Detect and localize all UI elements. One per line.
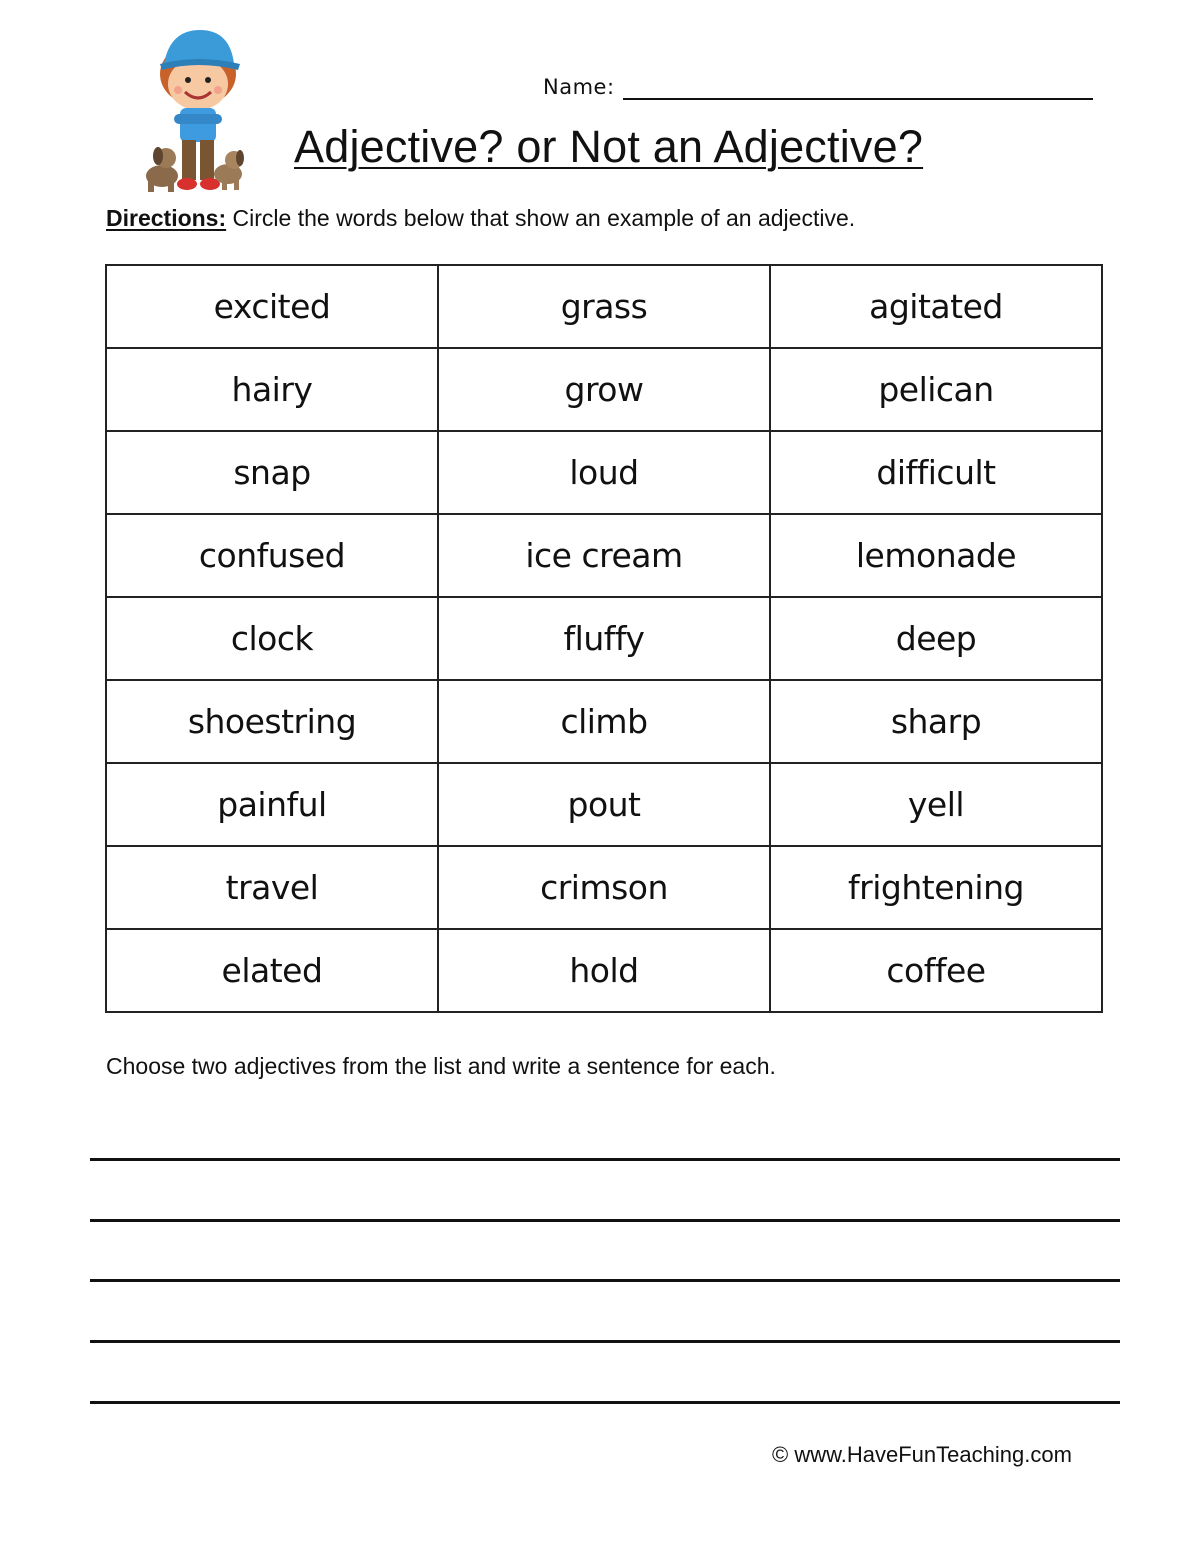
word-cell[interactable]: snap	[106, 431, 438, 514]
word-cell[interactable]: excited	[106, 265, 438, 348]
word-cell[interactable]: crimson	[438, 846, 770, 929]
word-cell[interactable]: coffee	[770, 929, 1102, 1012]
word-cell[interactable]: yell	[770, 763, 1102, 846]
word-cell[interactable]: confused	[106, 514, 438, 597]
writing-line-3[interactable]	[90, 1279, 1120, 1282]
word-cell[interactable]: agitated	[770, 265, 1102, 348]
worksheet-title: Adjective? or Not an Adjective?	[294, 121, 924, 172]
word-cell[interactable]: deep	[770, 597, 1102, 680]
table-row	[106, 348, 1102, 431]
writing-line-5[interactable]	[90, 1401, 1120, 1404]
table-row	[106, 265, 1102, 348]
word-cell[interactable]: loud	[438, 431, 770, 514]
shirt-shape	[180, 108, 216, 142]
word-cell[interactable]: painful	[106, 763, 438, 846]
directions-text: Circle the words below that show an example of an adjective.	[226, 205, 856, 231]
directions	[106, 205, 855, 233]
name-row	[543, 72, 1103, 102]
name-field[interactable]	[623, 76, 1093, 100]
table-row	[106, 929, 1102, 1012]
writing-line-4[interactable]	[90, 1340, 1120, 1343]
boy-with-dog-illustration	[140, 24, 250, 196]
word-cell[interactable]: sharp	[770, 680, 1102, 763]
word-cell[interactable]: elated	[106, 929, 438, 1012]
copyright-footer: © www.HaveFunTeaching.com	[772, 1442, 1072, 1467]
table-row	[106, 597, 1102, 680]
word-cell[interactable]: grow	[438, 348, 770, 431]
writing-line-2[interactable]	[90, 1219, 1120, 1222]
word-cell[interactable]: lemonade	[770, 514, 1102, 597]
word-table	[105, 264, 1103, 1013]
directions-label: Directions:	[106, 205, 227, 231]
table-row	[106, 763, 1102, 846]
word-cell[interactable]: clock	[106, 597, 438, 680]
word-cell[interactable]: grass	[438, 265, 770, 348]
word-cell[interactable]: difficult	[770, 431, 1102, 514]
word-cell[interactable]: ice cream	[438, 514, 770, 597]
writing-line-1[interactable]	[90, 1158, 1120, 1161]
word-cell[interactable]: shoestring	[106, 680, 438, 763]
table-row	[106, 514, 1102, 597]
name-label: Name:	[543, 75, 615, 99]
table-row	[106, 431, 1102, 514]
word-cell[interactable]: pelican	[770, 348, 1102, 431]
word-cell[interactable]: travel	[106, 846, 438, 929]
sentence-instruction: Choose two adjectives from the list and write a sentence for each.	[106, 1053, 776, 1079]
word-cell[interactable]: fluffy	[438, 597, 770, 680]
word-cell[interactable]: frightening	[770, 846, 1102, 929]
word-cell[interactable]: hold	[438, 929, 770, 1012]
word-cell[interactable]: hairy	[106, 348, 438, 431]
table-row	[106, 846, 1102, 929]
word-cell[interactable]: climb	[438, 680, 770, 763]
table-row	[106, 680, 1102, 763]
word-cell[interactable]: pout	[438, 763, 770, 846]
cap-shape	[164, 30, 234, 64]
